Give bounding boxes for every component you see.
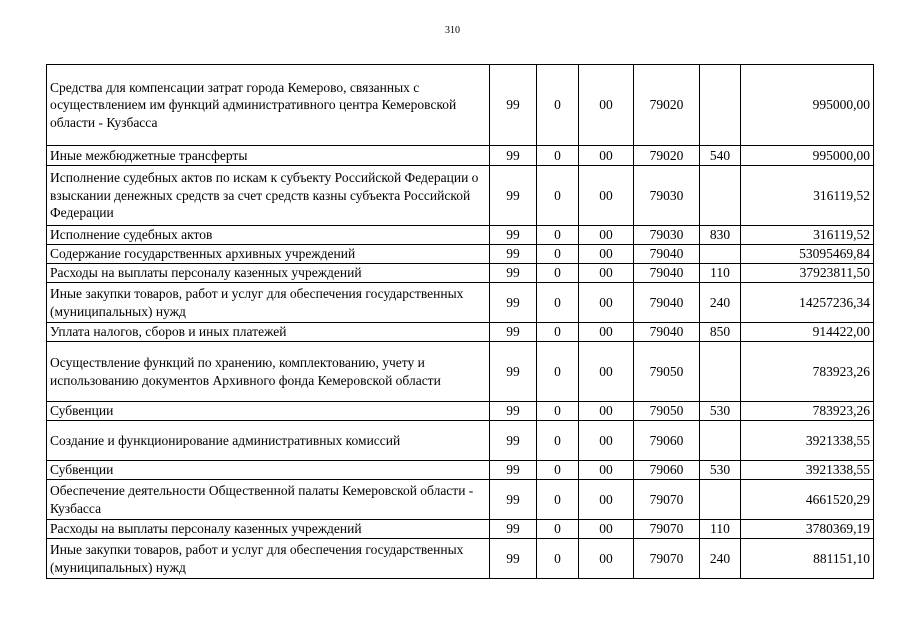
row-direction: 00 bbox=[579, 421, 634, 461]
row-program: 99 bbox=[490, 245, 537, 264]
row-name: Иные межбюджетные трансферты bbox=[47, 146, 490, 166]
row-name: Обеспечение деятельности Общественной палаты Кемеровской области - Кузбасса bbox=[47, 480, 490, 520]
row-amount: 37923811,50 bbox=[741, 264, 874, 283]
row-program: 99 bbox=[490, 226, 537, 245]
table-row bbox=[47, 245, 874, 264]
table-row bbox=[47, 461, 874, 480]
row-amount: 914422,00 bbox=[741, 323, 874, 342]
budget-table bbox=[46, 64, 874, 579]
row-amount: 783923,26 bbox=[741, 342, 874, 402]
row-code: 79020 bbox=[634, 65, 700, 146]
page-number: 310 bbox=[445, 25, 460, 36]
row-direction: 00 bbox=[579, 245, 634, 264]
row-direction: 00 bbox=[579, 264, 634, 283]
row-program: 99 bbox=[490, 539, 537, 579]
row-code: 79040 bbox=[634, 283, 700, 323]
row-expense-type bbox=[700, 421, 741, 461]
row-code: 79040 bbox=[634, 264, 700, 283]
table-row bbox=[47, 166, 874, 226]
row-amount: 995000,00 bbox=[741, 65, 874, 146]
row-subprogram: 0 bbox=[537, 264, 579, 283]
row-subprogram: 0 bbox=[537, 245, 579, 264]
row-expense-type: 540 bbox=[700, 146, 741, 166]
row-direction: 00 bbox=[579, 480, 634, 520]
row-code: 79050 bbox=[634, 342, 700, 402]
table-row bbox=[47, 342, 874, 402]
row-direction: 00 bbox=[579, 65, 634, 146]
row-amount: 881151,10 bbox=[741, 539, 874, 579]
row-subprogram: 0 bbox=[537, 283, 579, 323]
row-direction: 00 bbox=[579, 520, 634, 539]
row-subprogram: 0 bbox=[537, 65, 579, 146]
row-program: 99 bbox=[490, 166, 537, 226]
row-name: Содержание государственных архивных учреждений bbox=[47, 245, 490, 264]
table-row bbox=[47, 539, 874, 579]
row-program: 99 bbox=[490, 402, 537, 421]
table-row bbox=[47, 264, 874, 283]
table-row bbox=[47, 283, 874, 323]
row-code: 79040 bbox=[634, 323, 700, 342]
row-direction: 00 bbox=[579, 461, 634, 480]
row-code: 79050 bbox=[634, 402, 700, 421]
row-name: Исполнение судебных актов bbox=[47, 226, 490, 245]
row-program: 99 bbox=[490, 461, 537, 480]
table-row bbox=[47, 480, 874, 520]
row-expense-type bbox=[700, 166, 741, 226]
row-expense-type: 110 bbox=[700, 520, 741, 539]
budget-table-body bbox=[47, 65, 874, 579]
row-amount: 3921338,55 bbox=[741, 461, 874, 480]
row-amount: 316119,52 bbox=[741, 226, 874, 245]
row-expense-type: 530 bbox=[700, 402, 741, 421]
row-program: 99 bbox=[490, 342, 537, 402]
row-amount: 4661520,29 bbox=[741, 480, 874, 520]
row-direction: 00 bbox=[579, 146, 634, 166]
row-subprogram: 0 bbox=[537, 421, 579, 461]
row-code: 79030 bbox=[634, 226, 700, 245]
row-name: Средства для компенсации затрат города Кемерово, связанных с осуществлением им функций административного центра Кемеровской области - Кузбасса bbox=[47, 65, 490, 146]
row-direction: 00 bbox=[579, 166, 634, 226]
row-subprogram: 0 bbox=[537, 539, 579, 579]
row-expense-type bbox=[700, 245, 741, 264]
row-name: Исполнение судебных актов по искам к субъекту Российской Федерации о взыскании денежных средств за счет средств казны субъекта Российской Федерации bbox=[47, 166, 490, 226]
row-expense-type: 530 bbox=[700, 461, 741, 480]
row-subprogram: 0 bbox=[537, 226, 579, 245]
row-name: Расходы на выплаты персоналу казенных учреждений bbox=[47, 520, 490, 539]
row-code: 79040 bbox=[634, 245, 700, 264]
table-row bbox=[47, 402, 874, 421]
row-name: Субвенции bbox=[47, 402, 490, 421]
row-name: Иные закупки товаров, работ и услуг для обеспечения государственных (муниципальных) нужд bbox=[47, 539, 490, 579]
row-amount: 995000,00 bbox=[741, 146, 874, 166]
table-row bbox=[47, 421, 874, 461]
row-name: Расходы на выплаты персоналу казенных учреждений bbox=[47, 264, 490, 283]
row-program: 99 bbox=[490, 323, 537, 342]
row-direction: 00 bbox=[579, 402, 634, 421]
row-subprogram: 0 bbox=[537, 323, 579, 342]
row-subprogram: 0 bbox=[537, 342, 579, 402]
row-program: 99 bbox=[490, 264, 537, 283]
row-code: 79020 bbox=[634, 146, 700, 166]
row-expense-type: 850 bbox=[700, 323, 741, 342]
row-direction: 00 bbox=[579, 342, 634, 402]
row-amount: 316119,52 bbox=[741, 166, 874, 226]
row-amount: 53095469,84 bbox=[741, 245, 874, 264]
row-expense-type: 240 bbox=[700, 283, 741, 323]
row-amount: 3780369,19 bbox=[741, 520, 874, 539]
row-code: 79070 bbox=[634, 539, 700, 579]
row-direction: 00 bbox=[579, 539, 634, 579]
row-program: 99 bbox=[490, 283, 537, 323]
row-direction: 00 bbox=[579, 283, 634, 323]
row-expense-type bbox=[700, 342, 741, 402]
row-subprogram: 0 bbox=[537, 166, 579, 226]
row-amount: 783923,26 bbox=[741, 402, 874, 421]
table-row bbox=[47, 323, 874, 342]
row-amount: 3921338,55 bbox=[741, 421, 874, 461]
row-expense-type: 240 bbox=[700, 539, 741, 579]
row-name: Субвенции bbox=[47, 461, 490, 480]
row-name: Иные закупки товаров, работ и услуг для обеспечения государственных (муниципальных) нужд bbox=[47, 283, 490, 323]
row-program: 99 bbox=[490, 520, 537, 539]
row-subprogram: 0 bbox=[537, 461, 579, 480]
row-name: Уплата налогов, сборов и иных платежей bbox=[47, 323, 490, 342]
row-name: Создание и функционирование административных комиссий bbox=[47, 421, 490, 461]
row-code: 79060 bbox=[634, 421, 700, 461]
row-expense-type bbox=[700, 480, 741, 520]
table-row bbox=[47, 520, 874, 539]
row-program: 99 bbox=[490, 421, 537, 461]
row-code: 79060 bbox=[634, 461, 700, 480]
row-name: Осуществление функций по хранению, комплектованию, учету и использованию документов Архивного фонда Кемеровской области bbox=[47, 342, 490, 402]
row-code: 79030 bbox=[634, 166, 700, 226]
table-row bbox=[47, 146, 874, 166]
row-expense-type: 830 bbox=[700, 226, 741, 245]
table-row bbox=[47, 226, 874, 245]
row-code: 79070 bbox=[634, 520, 700, 539]
row-expense-type bbox=[700, 65, 741, 146]
row-direction: 00 bbox=[579, 323, 634, 342]
row-subprogram: 0 bbox=[537, 402, 579, 421]
row-subprogram: 0 bbox=[537, 520, 579, 539]
row-code: 79070 bbox=[634, 480, 700, 520]
row-subprogram: 0 bbox=[537, 146, 579, 166]
table-row bbox=[47, 65, 874, 146]
row-direction: 00 bbox=[579, 226, 634, 245]
row-program: 99 bbox=[490, 146, 537, 166]
row-subprogram: 0 bbox=[537, 480, 579, 520]
row-expense-type: 110 bbox=[700, 264, 741, 283]
row-program: 99 bbox=[490, 480, 537, 520]
row-amount: 14257236,34 bbox=[741, 283, 874, 323]
row-program: 99 bbox=[490, 65, 537, 146]
